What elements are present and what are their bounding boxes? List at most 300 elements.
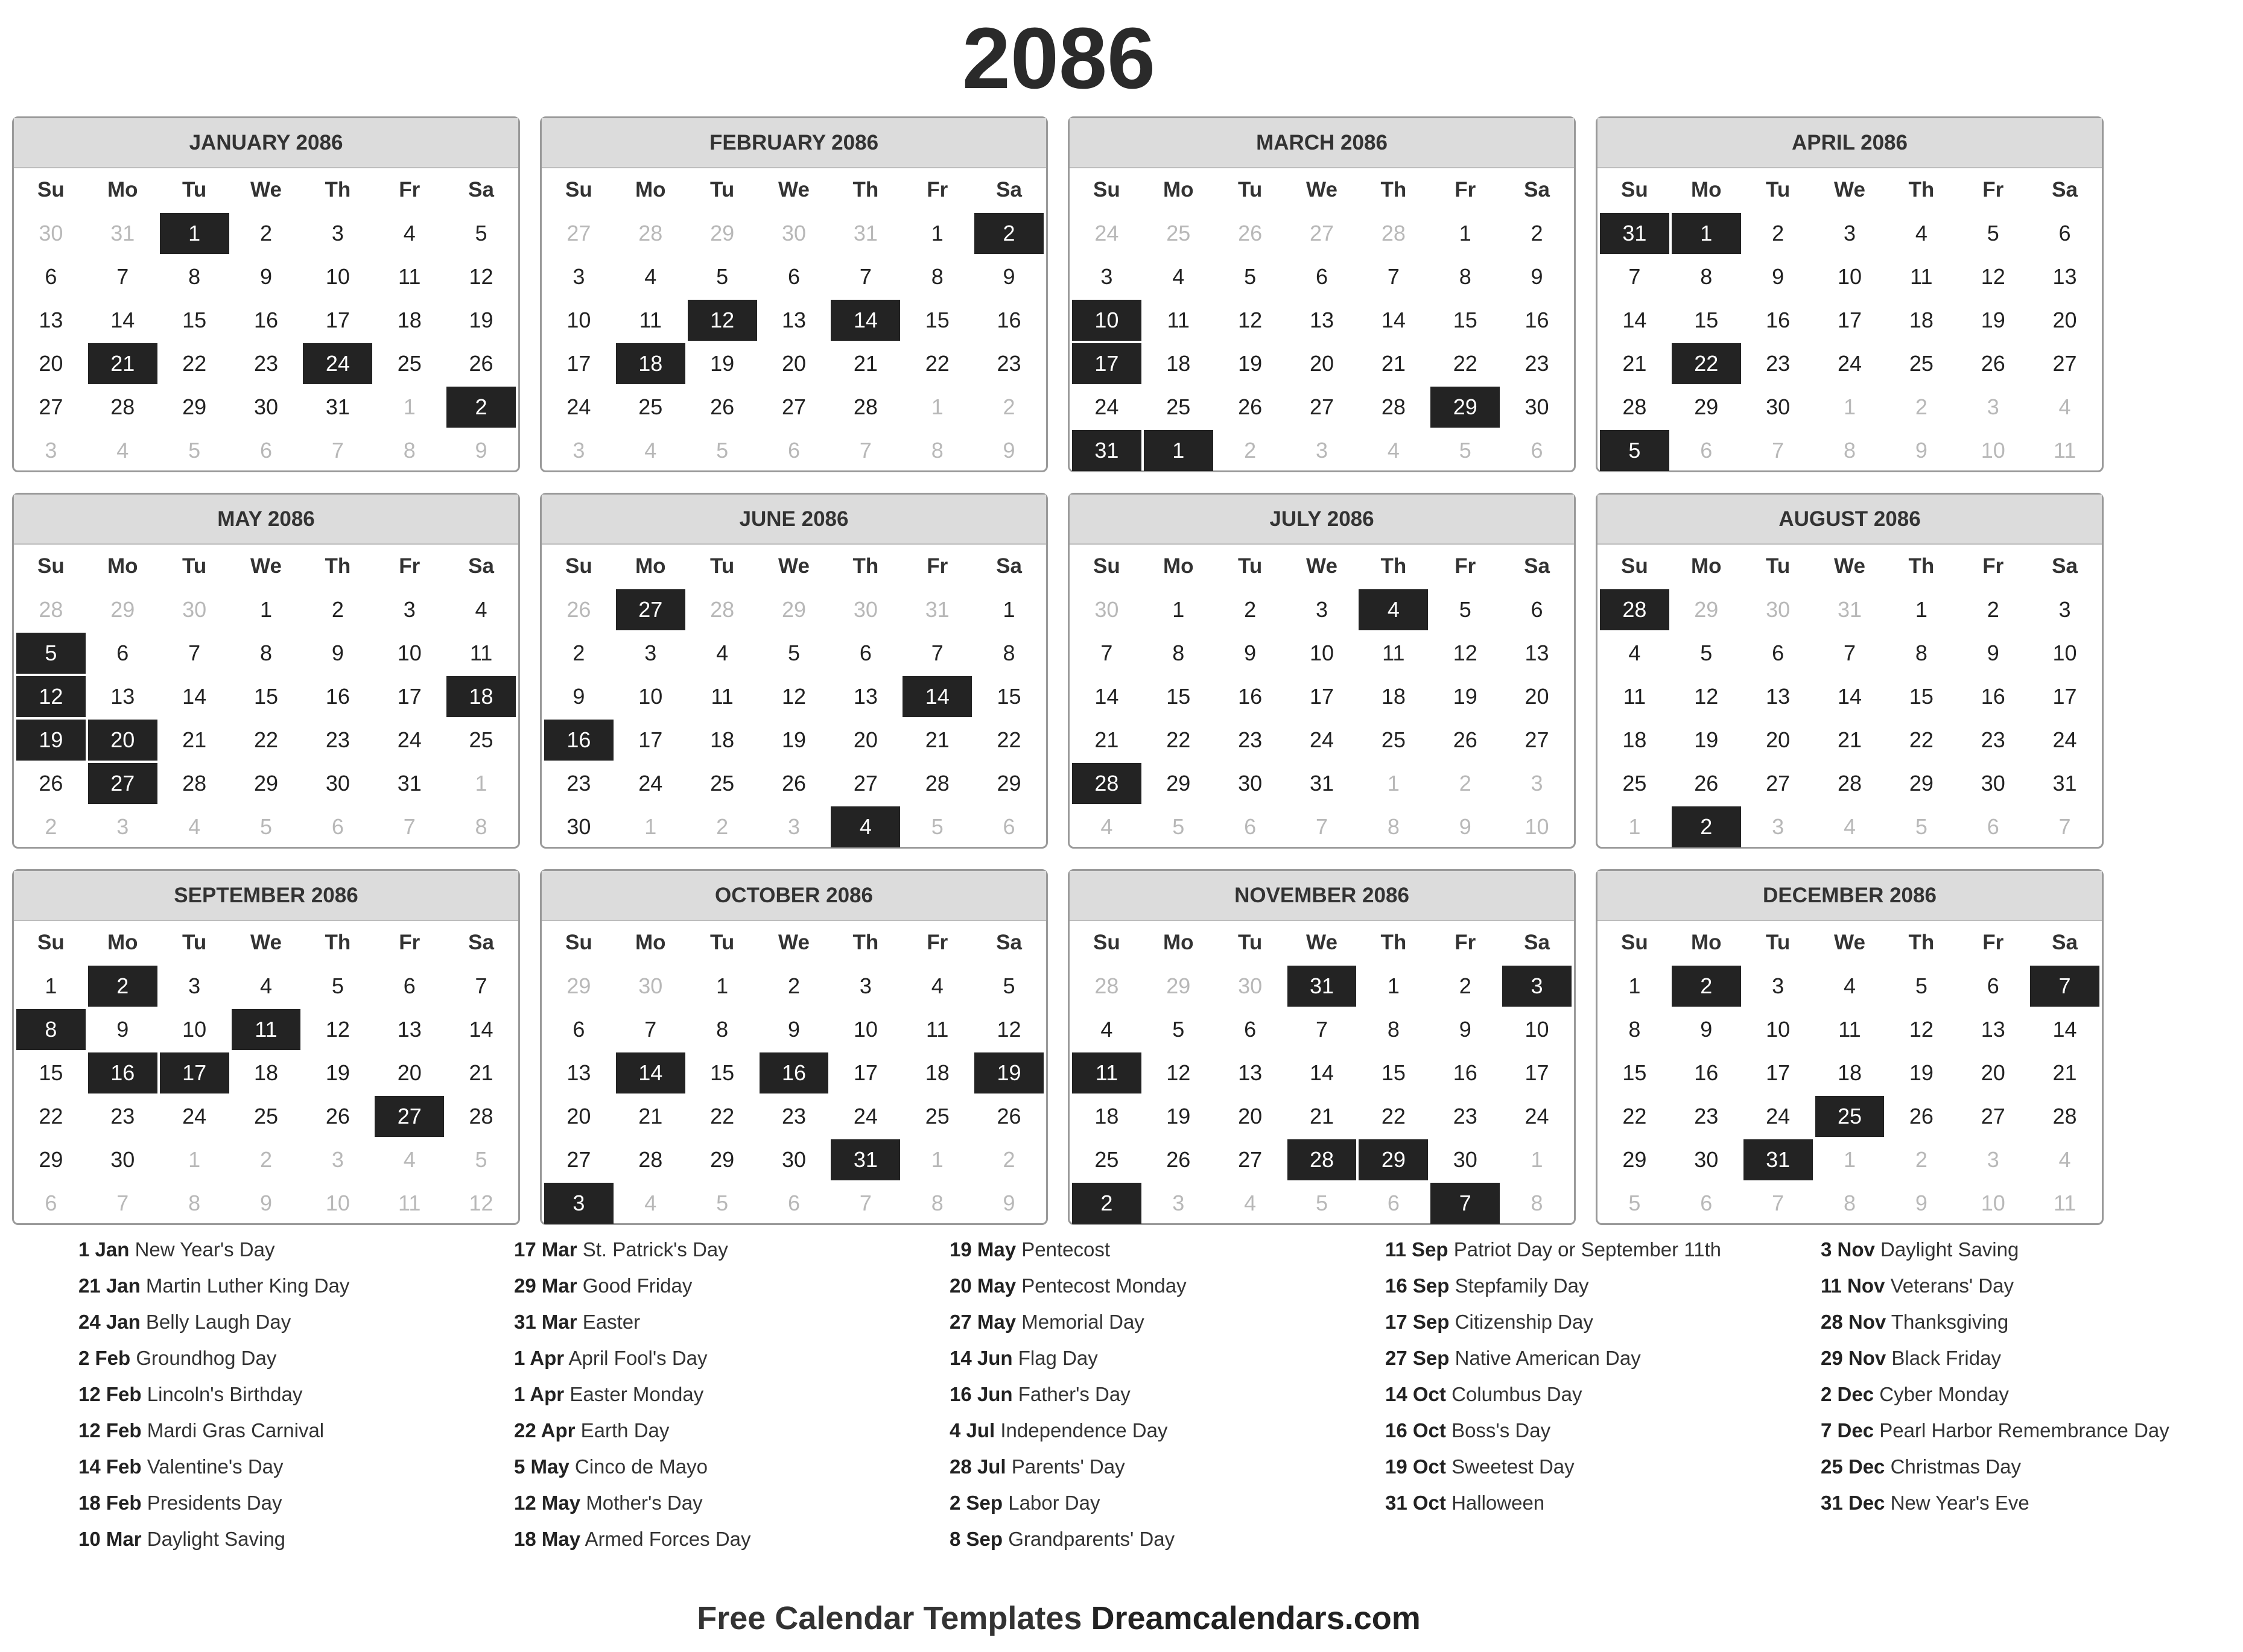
day-cell-adjacent: 3 — [1987, 1147, 1999, 1172]
holiday-date: 31 Dec — [1821, 1492, 1885, 1514]
holiday-name: Boss's Day — [1451, 1419, 1551, 1442]
holiday-item — [950, 1417, 1372, 1444]
month-grid — [542, 168, 1046, 472]
holiday-date: 3 Nov — [1821, 1238, 1875, 1261]
day-cell-adjacent: 2 — [1459, 771, 1471, 796]
day-cell: 8 — [1387, 1017, 1400, 1042]
day-cell: 6 — [116, 641, 129, 665]
holiday-item — [1385, 1417, 1807, 1444]
holiday-date: 1 Apr — [514, 1347, 565, 1369]
day-cell-holiday: 3 — [544, 1183, 614, 1224]
day-cell-adjacent: 30 — [638, 973, 663, 998]
day-cell: 11 — [1910, 264, 1933, 289]
day-cell: 6 — [787, 264, 800, 289]
day-cell: 11 — [1623, 684, 1646, 709]
holiday-date: 19 Oct — [1385, 1455, 1446, 1478]
day-cell: 5 — [475, 221, 487, 245]
holiday-name: Pearl Harbor Remembrance Day — [1879, 1419, 2169, 1442]
day-cell-adjacent: 10 — [1981, 1191, 2005, 1215]
weekday-header: Su — [565, 178, 592, 201]
month-panel — [1068, 493, 1576, 849]
day-cell: 27 — [853, 771, 878, 796]
holiday-date: 8 Sep — [950, 1528, 1003, 1550]
day-cell: 28 — [469, 1104, 493, 1128]
day-cell-holiday: 22 — [1672, 343, 1741, 384]
day-cell: 17 — [1766, 1060, 1791, 1085]
day-cell: 28 — [1381, 394, 1406, 419]
weekday-header: Mo — [1163, 178, 1194, 201]
holiday-date: 5 May — [514, 1455, 569, 1478]
day-cell: 26 — [1166, 1147, 1191, 1172]
day-cell-adjacent: 1 — [644, 814, 657, 839]
day-cell-adjacent: 11 — [2053, 438, 2076, 463]
day-cell: 27 — [2052, 351, 2077, 376]
holiday-item — [1385, 1490, 1807, 1516]
calendar-year-title: 2086 — [962, 10, 1156, 107]
day-cell: 21 — [638, 1104, 663, 1128]
weekday-header: Sa — [2052, 931, 2078, 954]
weekday-header: Mo — [635, 931, 666, 954]
day-cell-adjacent: 5 — [475, 1147, 487, 1172]
day-cell-holiday: 1 — [1672, 213, 1741, 254]
weekday-header: We — [1306, 931, 1337, 954]
day-cell-adjacent: 4 — [1100, 814, 1113, 839]
day-cell-adjacent: 1 — [1843, 394, 1856, 419]
holiday-date: 22 Apr — [514, 1419, 576, 1442]
day-cell: 15 — [1694, 308, 1719, 332]
day-cell: 30 — [1981, 771, 2005, 796]
month-panel — [1596, 493, 2104, 849]
day-cell-adjacent: 1 — [1628, 814, 1641, 839]
day-cell-holiday: 7 — [2030, 966, 2099, 1007]
weekday-header: Mo — [1691, 178, 1722, 201]
day-cell: 29 — [1694, 394, 1719, 419]
day-cell: 13 — [781, 308, 807, 332]
holiday-item — [1821, 1309, 2243, 1335]
day-cell: 10 — [182, 1017, 207, 1042]
weekday-header: Fr — [1982, 554, 2004, 578]
holiday-name: Pentecost Monday — [1021, 1274, 1187, 1297]
holiday-item — [950, 1345, 1372, 1372]
day-cell-adjacent: 28 — [39, 597, 63, 622]
day-cell: 2 — [787, 973, 800, 998]
day-cell: 15 — [997, 684, 1021, 709]
day-cell: 12 — [781, 684, 807, 709]
day-cell-adjacent: 29 — [566, 973, 591, 998]
month-title: OCTOBER 2086 — [542, 871, 1046, 921]
day-cell: 22 — [710, 1104, 735, 1128]
holiday-date: 14 Feb — [78, 1455, 142, 1478]
day-cell: 6 — [859, 641, 872, 665]
day-cell-adjacent: 29 — [710, 221, 735, 245]
month-title: NOVEMBER 2086 — [1070, 871, 1574, 921]
day-cell: 19 — [1166, 1104, 1191, 1128]
holiday-date: 14 Oct — [1385, 1383, 1446, 1405]
holiday-item — [514, 1345, 936, 1372]
day-cell-adjacent: 9 — [259, 1191, 272, 1215]
day-cell: 1 — [1459, 221, 1471, 245]
day-cell-holiday: 31 — [1072, 430, 1141, 471]
day-cell-adjacent: 8 — [188, 1191, 201, 1215]
weekday-header: Sa — [2052, 178, 2078, 201]
weekday-header: Tu — [1766, 554, 1791, 578]
day-cell: 18 — [1094, 1104, 1119, 1128]
day-cell-holiday: 25 — [1815, 1096, 1885, 1137]
holiday-name: New Year's Eve — [1890, 1492, 2029, 1514]
holiday-name: Stepfamily Day — [1455, 1274, 1589, 1297]
weekday-header: Sa — [1524, 178, 1550, 201]
holiday-column — [514, 1236, 936, 1562]
day-cell-holiday: 14 — [903, 676, 972, 717]
month-title: AUGUST 2086 — [1597, 495, 2102, 545]
day-cell: 26 — [1453, 727, 1477, 752]
day-cell: 27 — [1309, 394, 1334, 419]
day-cell: 15 — [710, 1060, 735, 1085]
weekday-header: Th — [1908, 554, 1935, 578]
day-cell-adjacent: 7 — [1772, 1191, 1785, 1215]
day-cell-adjacent: 1 — [1387, 771, 1400, 796]
day-cell-holiday: 16 — [760, 1052, 829, 1093]
day-cell-adjacent: 6 — [1244, 814, 1257, 839]
day-cell-adjacent: 3 — [1987, 394, 1999, 419]
day-cell: 30 — [566, 814, 591, 839]
day-cell-holiday: 31 — [1600, 213, 1669, 254]
holiday-date: 21 Jan — [78, 1274, 141, 1297]
day-cell: 21 — [853, 351, 878, 376]
day-cell-adjacent: 7 — [2058, 814, 2071, 839]
day-cell-holiday: 12 — [688, 300, 757, 341]
month-panel — [540, 116, 1048, 472]
day-cell: 25 — [1166, 394, 1191, 419]
day-cell: 26 — [1909, 1104, 1934, 1128]
weekday-header: Sa — [1524, 931, 1550, 954]
day-cell: 21 — [925, 727, 950, 752]
holiday-item — [1821, 1381, 2243, 1408]
day-cell: 30 — [1524, 394, 1549, 419]
day-cell: 18 — [1909, 308, 1934, 332]
day-cell: 6 — [2058, 221, 2071, 245]
weekday-header: Th — [1380, 931, 1407, 954]
holiday-name: Mardi Gras Carnival — [147, 1419, 325, 1442]
day-cell: 1 — [259, 597, 272, 622]
day-cell: 13 — [39, 308, 63, 332]
day-cell: 25 — [1094, 1147, 1119, 1172]
holiday-date: 20 May — [950, 1274, 1017, 1297]
holiday-item — [1385, 1345, 1807, 1372]
day-cell: 15 — [1909, 684, 1934, 709]
day-cell-adjacent: 24 — [1094, 221, 1119, 245]
day-cell: 22 — [1909, 727, 1934, 752]
day-cell: 6 — [1987, 973, 1999, 998]
day-cell-adjacent: 30 — [1094, 597, 1119, 622]
day-cell: 25 — [710, 771, 735, 796]
holiday-name: Citizenship Day — [1455, 1311, 1593, 1333]
day-cell: 4 — [1628, 641, 1641, 665]
weekday-header: Mo — [1163, 931, 1194, 954]
weekday-header: We — [250, 178, 282, 201]
day-cell-adjacent: 7 — [859, 438, 872, 463]
day-cell: 8 — [1628, 1017, 1641, 1042]
day-cell-adjacent: 2 — [716, 814, 729, 839]
day-cell: 11 — [398, 264, 421, 289]
day-cell: 20 — [397, 1060, 422, 1085]
day-cell-holiday: 2 — [1672, 966, 1741, 1007]
weekday-header: Tu — [710, 178, 735, 201]
day-cell: 30 — [253, 394, 279, 419]
day-cell: 10 — [853, 1017, 878, 1042]
day-cell: 1 — [45, 973, 57, 998]
day-cell-adjacent: 2 — [45, 814, 57, 839]
day-cell: 17 — [1524, 1060, 1549, 1085]
day-cell-adjacent: 9 — [1915, 1191, 1927, 1215]
day-cell-adjacent: 5 — [1915, 814, 1927, 839]
day-cell-holiday: 16 — [544, 720, 614, 761]
holiday-date: 11 Nov — [1821, 1274, 1885, 1297]
holiday-date: 12 May — [514, 1492, 581, 1514]
day-cell: 27 — [39, 394, 63, 419]
day-cell: 22 — [1166, 727, 1191, 752]
day-cell-adjacent: 6 — [787, 1191, 800, 1215]
day-cell: 14 — [1837, 684, 1862, 709]
day-cell: 19 — [1981, 308, 2005, 332]
holiday-name: Groundhog Day — [136, 1347, 277, 1369]
weekday-header: Th — [325, 931, 351, 954]
weekday-header: Su — [565, 931, 592, 954]
holiday-item — [78, 1526, 501, 1552]
day-cell: 2 — [1459, 973, 1471, 998]
holiday-item — [1821, 1345, 2243, 1372]
day-cell-adjacent: 4 — [1244, 1191, 1257, 1215]
day-cell: 11 — [1838, 1017, 1861, 1042]
day-cell: 24 — [1309, 727, 1334, 752]
month-grid — [1070, 921, 1574, 1225]
day-cell-adjacent: 4 — [116, 438, 129, 463]
day-cell: 14 — [469, 1017, 493, 1042]
day-cell: 12 — [469, 264, 493, 289]
day-cell: 9 — [1700, 1017, 1713, 1042]
day-cell: 16 — [1238, 684, 1263, 709]
day-cell: 12 — [1694, 684, 1719, 709]
day-cell: 28 — [638, 1147, 663, 1172]
day-cell: 18 — [710, 727, 735, 752]
day-cell: 30 — [1453, 1147, 1477, 1172]
day-cell-holiday: 17 — [1072, 343, 1141, 384]
day-cell: 23 — [110, 1104, 135, 1128]
holiday-name: New Year's Day — [135, 1238, 275, 1261]
holiday-name: Easter Monday — [569, 1383, 704, 1405]
day-cell-holiday: 10 — [1072, 300, 1141, 341]
day-cell: 27 — [1238, 1147, 1263, 1172]
holiday-name: St. Patrick's Day — [582, 1238, 728, 1261]
footer — [0, 1600, 2118, 1637]
day-cell: 24 — [1837, 351, 1862, 376]
weekday-header: Mo — [1691, 931, 1722, 954]
holiday-name: Armed Forces Day — [585, 1528, 751, 1550]
day-cell: 27 — [1766, 771, 1791, 796]
day-cell: 17 — [853, 1060, 878, 1085]
holiday-date: 31 Oct — [1385, 1492, 1446, 1514]
weekday-header: Sa — [996, 554, 1022, 578]
day-cell: 29 — [1166, 771, 1191, 796]
day-cell: 14 — [1094, 684, 1119, 709]
holiday-name: Lincoln's Birthday — [147, 1383, 303, 1405]
day-cell: 30 — [1766, 394, 1791, 419]
day-cell-adjacent: 8 — [403, 438, 416, 463]
day-cell-adjacent: 7 — [1315, 814, 1328, 839]
day-cell-adjacent: 31 — [925, 597, 950, 622]
day-cell: 6 — [403, 973, 416, 998]
day-cell: 17 — [397, 684, 422, 709]
holiday-date: 17 Sep — [1385, 1311, 1450, 1333]
month-title: JUNE 2086 — [542, 495, 1046, 545]
day-cell: 19 — [710, 351, 735, 376]
day-cell-adjacent: 6 — [331, 814, 344, 839]
weekday-header: Tu — [710, 554, 735, 578]
day-cell-holiday: 14 — [831, 300, 900, 341]
holiday-item — [78, 1273, 501, 1299]
day-cell: 5 — [1459, 597, 1471, 622]
day-cell: 15 — [925, 308, 950, 332]
day-cell-adjacent: 1 — [475, 771, 487, 796]
weekday-header: Su — [1621, 554, 1648, 578]
holiday-date: 28 Jul — [950, 1455, 1006, 1478]
day-cell: 15 — [182, 308, 207, 332]
weekday-header: Fr — [1455, 554, 1476, 578]
day-cell: 21 — [469, 1060, 493, 1085]
footer-brand[interactable]: Dreamcalendars.com — [1091, 1600, 1421, 1636]
day-cell: 23 — [325, 727, 350, 752]
day-cell: 29 — [253, 771, 279, 796]
day-cell: 8 — [1172, 641, 1185, 665]
day-cell: 10 — [2052, 641, 2077, 665]
month-panel — [1068, 869, 1576, 1225]
day-cell: 26 — [781, 771, 807, 796]
day-cell: 2 — [573, 641, 585, 665]
day-cell-adjacent: 27 — [1309, 221, 1334, 245]
day-cell-adjacent: 2 — [1244, 438, 1257, 463]
day-cell: 23 — [781, 1104, 807, 1128]
holiday-name: Parents' Day — [1011, 1455, 1125, 1478]
day-cell: 15 — [39, 1060, 63, 1085]
day-cell: 13 — [1309, 308, 1334, 332]
holiday-item — [514, 1273, 936, 1299]
day-cell-holiday: 4 — [1359, 589, 1428, 630]
holiday-name: Good Friday — [582, 1274, 693, 1297]
day-cell: 27 — [566, 1147, 591, 1172]
day-cell-holiday: 28 — [1600, 589, 1669, 630]
day-cell-adjacent: 6 — [787, 438, 800, 463]
day-cell: 17 — [566, 351, 591, 376]
day-cell-adjacent: 1 — [403, 394, 416, 419]
month-grid — [1597, 545, 2102, 849]
day-cell: 8 — [188, 264, 201, 289]
holiday-date: 25 Dec — [1821, 1455, 1885, 1478]
holiday-item — [1385, 1309, 1807, 1335]
day-cell: 26 — [1694, 771, 1719, 796]
day-cell-adjacent: 30 — [781, 221, 807, 245]
holiday-item — [78, 1236, 501, 1263]
month-panel — [1068, 116, 1576, 472]
day-cell-adjacent: 4 — [2058, 394, 2071, 419]
day-cell: 21 — [2052, 1060, 2077, 1085]
holiday-item — [78, 1454, 501, 1480]
day-cell: 23 — [1238, 727, 1263, 752]
day-cell: 2 — [1772, 221, 1785, 245]
day-cell: 12 — [325, 1017, 350, 1042]
day-cell: 2 — [259, 221, 272, 245]
day-cell: 20 — [566, 1104, 591, 1128]
day-cell-holiday: 12 — [16, 676, 86, 717]
day-cell: 8 — [1915, 641, 1927, 665]
day-cell: 3 — [331, 221, 344, 245]
month-panel — [1596, 869, 2104, 1225]
day-cell: 14 — [2052, 1017, 2077, 1042]
weekday-header: Fr — [1455, 931, 1476, 954]
day-cell: 19 — [469, 308, 493, 332]
day-cell-adjacent: 3 — [45, 438, 57, 463]
holiday-name: Independence Day — [1000, 1419, 1168, 1442]
holiday-name: Columbus Day — [1451, 1383, 1582, 1405]
day-cell: 7 — [1315, 1017, 1328, 1042]
day-cell: 7 — [931, 641, 944, 665]
day-cell: 19 — [325, 1060, 350, 1085]
day-cell-adjacent: 25 — [1166, 221, 1191, 245]
day-cell: 18 — [1381, 684, 1406, 709]
holiday-date: 2 Dec — [1821, 1383, 1874, 1405]
weekday-header: Fr — [927, 931, 948, 954]
day-cell: 23 — [253, 351, 279, 376]
day-cell: 21 — [1094, 727, 1119, 752]
weekday-header: Mo — [1163, 554, 1194, 578]
day-cell-adjacent: 2 — [1915, 394, 1927, 419]
day-cell-holiday: 17 — [160, 1052, 229, 1093]
holiday-item — [950, 1381, 1372, 1408]
day-cell-adjacent: 26 — [566, 597, 591, 622]
holiday-date: 2 Feb — [78, 1347, 131, 1369]
holiday-item — [514, 1417, 936, 1444]
day-cell: 5 — [1003, 973, 1015, 998]
day-cell-adjacent: 9 — [1003, 1191, 1015, 1215]
weekday-header: Th — [1908, 178, 1935, 201]
day-cell: 21 — [1837, 727, 1862, 752]
day-cell: 17 — [2052, 684, 2077, 709]
day-cell-adjacent: 6 — [1387, 1191, 1400, 1215]
weekday-header: We — [778, 178, 810, 201]
day-cell: 9 — [116, 1017, 129, 1042]
day-cell: 3 — [1772, 973, 1785, 998]
day-cell: 20 — [1238, 1104, 1263, 1128]
day-cell: 11 — [639, 308, 662, 332]
day-cell: 25 — [397, 351, 422, 376]
holiday-name: Halloween — [1451, 1492, 1545, 1514]
day-cell: 24 — [1524, 1104, 1549, 1128]
weekday-header: We — [778, 554, 810, 578]
day-cell-holiday: 31 — [1743, 1139, 1813, 1180]
day-cell: 22 — [925, 351, 950, 376]
month-title: APRIL 2086 — [1597, 118, 2102, 168]
day-cell: 16 — [253, 308, 279, 332]
day-cell: 26 — [1238, 394, 1263, 419]
day-cell-adjacent: 10 — [1981, 438, 2005, 463]
day-cell: 6 — [573, 1017, 585, 1042]
holiday-column — [78, 1236, 501, 1562]
day-cell: 15 — [1453, 308, 1477, 332]
day-cell-holiday: 27 — [616, 589, 685, 630]
day-cell: 3 — [644, 641, 657, 665]
day-cell: 1 — [1003, 597, 1015, 622]
day-cell-holiday: 28 — [1287, 1139, 1357, 1180]
day-cell: 4 — [644, 264, 657, 289]
